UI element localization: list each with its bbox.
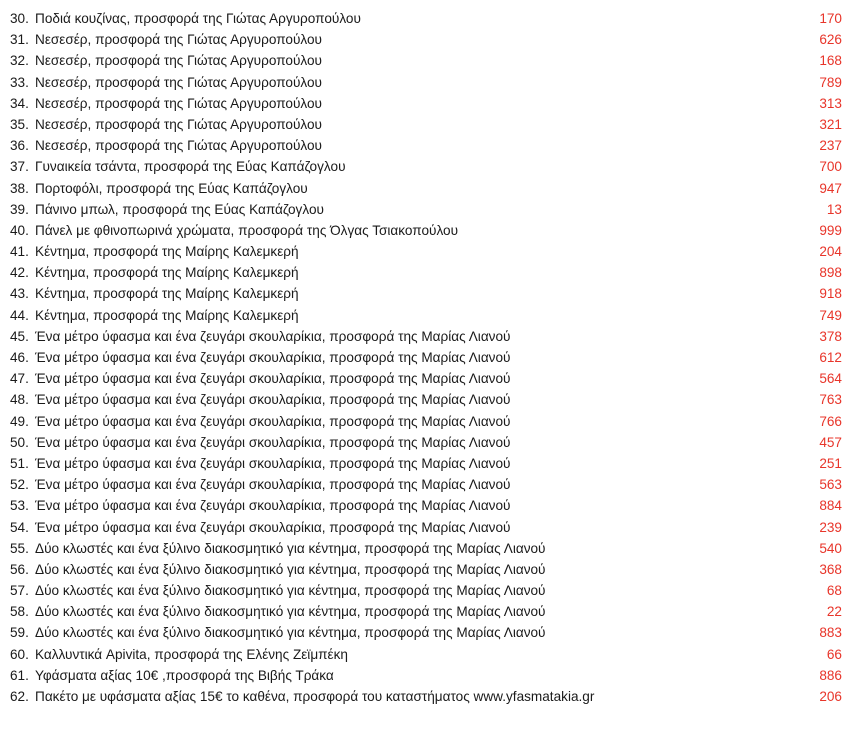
item-ticket-number: 206: [819, 689, 842, 704]
item-description: Νεσεσέρ, προσφορά της Γιώτας Αργυροπούλου: [35, 116, 322, 132]
list-item: [0, 178, 860, 199]
item-number: 58.: [10, 604, 29, 620]
item-description: Κέντημα, προσφορά της Μαίρης Καλεμκερή: [35, 244, 299, 260]
item-ticket-number: 612: [819, 350, 842, 365]
item-description: Πάνινο μπωλ, προσφορά της Εύας Καπάζογλου: [35, 201, 324, 217]
list-item: [0, 495, 860, 516]
item-ticket-number: 564: [819, 371, 842, 387]
item-description: Καλλυντικά Apivita, προσφορά της Ελένης Ζεϊμπέκη: [35, 646, 348, 662]
item-number: 36.: [10, 138, 29, 154]
item-number: 32.: [10, 53, 29, 69]
item-description: Νεσεσέρ, προσφορά της Γιώτας Αργυροπούλου: [35, 138, 322, 154]
item-ticket-number: 204: [819, 244, 842, 260]
list-item: [0, 580, 860, 601]
item-description: Ένα μέτρο ύφασμα και ένα ζευγάρι σκουλαρίκια, προσφορά της Μαρίας Λιανού: [35, 392, 511, 408]
item-description: Δύο κλωστές και ένα ξύλινο διακοσμητικό για κέντημα, προσφορά της Μαρίας Λιανού: [35, 583, 546, 599]
item-number: 62.: [10, 689, 29, 704]
item-ticket-number: 237: [819, 138, 842, 154]
item-ticket-number: 368: [819, 561, 842, 577]
item-ticket-number: 251: [819, 455, 842, 471]
list-item: [0, 199, 860, 220]
item-description: Πορτοφόλι, προσφορά της Εύας Καπάζογλου: [35, 180, 308, 196]
item-ticket-number: 68: [826, 583, 842, 599]
item-ticket-number: 918: [819, 286, 842, 302]
item-number: 44.: [10, 307, 29, 323]
item-number: 53.: [10, 498, 29, 514]
item-ticket-number: 947: [819, 180, 842, 196]
item-ticket-number: 540: [819, 540, 842, 556]
item-number: 45.: [10, 328, 29, 344]
item-ticket-number: 313: [819, 95, 842, 111]
item-number: 43.: [10, 286, 29, 302]
list-item: [0, 665, 860, 686]
item-number: 55.: [10, 540, 29, 556]
list-item: [0, 559, 860, 580]
item-description: Ένα μέτρο ύφασμα και ένα ζευγάρι σκουλαρίκια, προσφορά της Μαρίας Λιανού: [35, 519, 511, 535]
list-item: [0, 114, 860, 135]
list-item: [0, 368, 860, 389]
item-description: Δύο κλωστές και ένα ξύλινο διακοσμητικό για κέντημα, προσφορά της Μαρίας Λιανού: [35, 540, 546, 556]
list-item: [0, 283, 860, 304]
item-description: Ένα μέτρο ύφασμα και ένα ζευγάρι σκουλαρίκια, προσφορά της Μαρίας Λιανού: [35, 477, 511, 493]
item-number: 59.: [10, 625, 29, 641]
item-description: Κέντημα, προσφορά της Μαίρης Καλεμκερή: [35, 307, 299, 323]
item-number: 33.: [10, 74, 29, 90]
list-item: [0, 8, 860, 29]
item-description: Δύο κλωστές και ένα ξύλινο διακοσμητικό για κέντημα, προσφορά της Μαρίας Λιανού: [35, 604, 546, 620]
list-item: [0, 72, 860, 93]
item-description: Ένα μέτρο ύφασμα και ένα ζευγάρι σκουλαρίκια, προσφορά της Μαρίας Λιανού: [35, 455, 511, 471]
list-item: [0, 644, 860, 665]
item-ticket-number: 321: [819, 116, 842, 132]
list-item: [0, 156, 860, 177]
list-item: [0, 517, 860, 538]
item-ticket-number: 378: [819, 328, 842, 344]
item-description: Ποδιά κουζίνας, προσφορά της Γιώτας Αργυροπούλου: [35, 11, 361, 26]
item-ticket-number: 168: [819, 53, 842, 69]
item-number: 40.: [10, 222, 29, 238]
item-number: 39.: [10, 201, 29, 217]
item-ticket-number: 766: [819, 413, 842, 429]
list-item: [0, 432, 860, 453]
item-ticket-number: 626: [819, 32, 842, 48]
item-ticket-number: 700: [819, 159, 842, 175]
list-item: [0, 347, 860, 368]
item-ticket-number: 239: [819, 519, 842, 535]
list-item: [0, 29, 860, 50]
item-description: Ένα μέτρο ύφασμα και ένα ζευγάρι σκουλαρίκια, προσφορά της Μαρίας Λιανού: [35, 413, 511, 429]
item-description: Ένα μέτρο ύφασμα και ένα ζευγάρι σκουλαρίκια, προσφορά της Μαρίας Λιανού: [35, 498, 511, 514]
list-item: [0, 411, 860, 432]
item-number: 41.: [10, 244, 29, 260]
item-ticket-number: 66: [826, 646, 842, 662]
item-ticket-number: 22: [826, 604, 842, 620]
item-number: 60.: [10, 646, 29, 662]
item-ticket-number: 563: [819, 477, 842, 493]
list-item: [0, 93, 860, 114]
item-ticket-number: 13: [826, 201, 842, 217]
list-item: [0, 262, 860, 283]
list-item: [0, 305, 860, 326]
item-ticket-number: 763: [819, 392, 842, 408]
item-description: Νεσεσέρ, προσφορά της Γιώτας Αργυροπούλου: [35, 95, 322, 111]
list-item: [0, 135, 860, 156]
item-description: Νεσεσέρ, προσφορά της Γιώτας Αργυροπούλου: [35, 74, 322, 90]
item-number: 57.: [10, 583, 29, 599]
item-number: 52.: [10, 477, 29, 493]
item-ticket-number: 999: [819, 222, 842, 238]
list-item: [0, 686, 860, 707]
list-item: [0, 241, 860, 262]
item-description: Ένα μέτρο ύφασμα και ένα ζευγάρι σκουλαρίκια, προσφορά της Μαρίας Λιανού: [35, 328, 511, 344]
list-item: [0, 601, 860, 622]
item-number: 50.: [10, 434, 29, 450]
item-description: Δύο κλωστές και ένα ξύλινο διακοσμητικό για κέντημα, προσφορά της Μαρίας Λιανού: [35, 625, 546, 641]
list-item: [0, 453, 860, 474]
item-number: 48.: [10, 392, 29, 408]
item-number: 30.: [10, 11, 29, 26]
item-ticket-number: 898: [819, 265, 842, 281]
item-description: Κέντημα, προσφορά της Μαίρης Καλεμκερή: [35, 265, 299, 281]
item-description: Ένα μέτρο ύφασμα και ένα ζευγάρι σκουλαρίκια, προσφορά της Μαρίας Λιανού: [35, 371, 511, 387]
item-ticket-number: 886: [819, 667, 842, 683]
item-number: 54.: [10, 519, 29, 535]
item-number: 34.: [10, 95, 29, 111]
list-item: [0, 220, 860, 241]
item-number: 37.: [10, 159, 29, 175]
item-number: 51.: [10, 455, 29, 471]
item-number: 35.: [10, 116, 29, 132]
item-ticket-number: 457: [819, 434, 842, 450]
item-number: 38.: [10, 180, 29, 196]
item-description: Δύο κλωστές και ένα ξύλινο διακοσμητικό για κέντημα, προσφορά της Μαρίας Λιανού: [35, 561, 546, 577]
item-description: Νεσεσέρ, προσφορά της Γιώτας Αργυροπούλου: [35, 32, 322, 48]
item-description: Νεσεσέρ, προσφορά της Γιώτας Αργυροπούλου: [35, 53, 322, 69]
list-item: [0, 326, 860, 347]
item-number: 47.: [10, 371, 29, 387]
item-description: Γυναικεία τσάντα, προσφορά της Εύας Καπάζογλου: [35, 159, 346, 175]
item-number: 56.: [10, 561, 29, 577]
item-ticket-number: 749: [819, 307, 842, 323]
prize-list: [0, 8, 860, 707]
item-description: Πάνελ με φθινοπωρινά χρώματα, προσφορά της Όλγας Τσιακοπούλου: [35, 222, 459, 238]
list-item: [0, 538, 860, 559]
list-item: [0, 622, 860, 643]
item-ticket-number: 789: [819, 74, 842, 90]
item-number: 46.: [10, 350, 29, 365]
item-ticket-number: 170: [819, 11, 842, 26]
item-description: Πακέτο με υφάσματα αξίας 15€ το καθένα, προσφορά του καταστήματος www.yfasmatakia.gr: [35, 689, 595, 704]
item-ticket-number: 883: [819, 625, 842, 641]
list-item: [0, 474, 860, 495]
item-description: Κέντημα, προσφορά της Μαίρης Καλεμκερή: [35, 286, 299, 302]
item-description: Ένα μέτρο ύφασμα και ένα ζευγάρι σκουλαρίκια, προσφορά της Μαρίας Λιανού: [35, 350, 511, 365]
item-number: 49.: [10, 413, 29, 429]
item-description: Υφάσματα αξίας 10€ ,προσφορά της Βιβής Τράκα: [35, 667, 334, 683]
item-number: 42.: [10, 265, 29, 281]
item-ticket-number: 884: [819, 498, 842, 514]
item-description: Ένα μέτρο ύφασμα και ένα ζευγάρι σκουλαρίκια, προσφορά της Μαρίας Λιανού: [35, 434, 511, 450]
list-item: [0, 389, 860, 410]
item-number: 31.: [10, 32, 29, 48]
item-number: 61.: [10, 667, 29, 683]
list-item: [0, 50, 860, 71]
